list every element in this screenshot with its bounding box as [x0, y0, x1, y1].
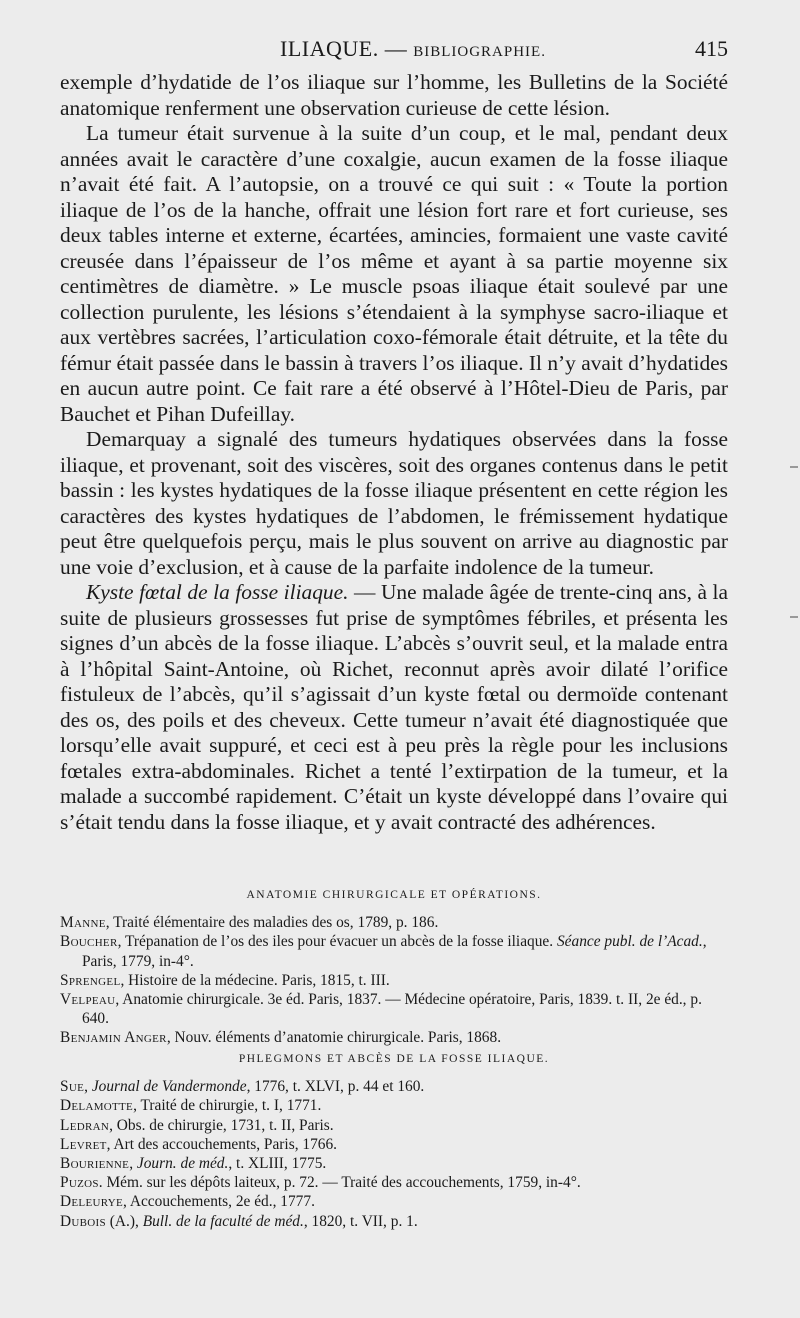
- biblio-entry: [60, 990, 728, 1028]
- biblio-text: , Trépanation de l’os des iles pour évacuer un abcès de la fosse iliaque.: [117, 933, 557, 951]
- biblio-entry: [60, 1116, 728, 1135]
- biblio-author: Sue: [60, 1078, 85, 1096]
- biblio-entry: [60, 1212, 728, 1231]
- biblio-author: Sprengel: [60, 971, 121, 989]
- biblio-author: Boucher: [60, 933, 118, 951]
- biblio-italic: Bull. de la faculté de méd.: [142, 1212, 304, 1230]
- biblio-text: ,: [129, 1155, 137, 1173]
- biblio-text: (A.),: [105, 1212, 143, 1230]
- margin-mark: [790, 616, 798, 618]
- paragraph-2: La tumeur était survenue à la suite d’un coup, et le mal, pendant deux années avait le caractère d’une coxalgie, aucun examen de la fosse iliaque n’avait été fait. A l’autopsie, on a trouvé ce qui suit : « Toute la portion iliaque de l’os de la hanche, offrait une lésion fort rare et fort curieuse, ses deux tables interne et externe, écartées, amincies, formaient une vaste cavité creusée dans l’épaisseur de l’os même et ayant à sa partie moyenne six centimètres de diamètre. » Le muscle psoas iliaque était soulevé par une collection purulente, les lésions s’étendaient à la symphyse sacro-iliaque et aux vertèbres sacrées, l’articulation coxo-fémorale était détruite, et la tête du fémur était passée dans le bassin à travers l’os iliaque. Il n’y avait d’hydatides en aucun autre point. Ce fait rare a été observé à l’Hôtel-Dieu de Paris, par Bauchet et Pihan Dufeillay.: [60, 121, 728, 426]
- biblio-entry: [60, 1135, 728, 1154]
- biblio-author: Deleurye: [60, 1193, 124, 1211]
- kyste-heading: Kyste fœtal de la fosse iliaque.: [86, 580, 349, 604]
- biblio-author: Delamotte: [60, 1097, 134, 1115]
- main-text: [60, 70, 728, 835]
- biblio-author: Puzos: [60, 1174, 99, 1192]
- section-heading-anatomie: ANATOMIE CHIRURGICALE ET OPÉRATIONS.: [246, 889, 542, 901]
- running-title: [280, 36, 546, 62]
- running-title-sub: BIBLIOGRAPHIE.: [413, 44, 546, 60]
- biblio-text: , Accouchements, 2e éd., 1777.: [123, 1193, 315, 1211]
- biblio-text: ,: [84, 1078, 92, 1096]
- biblio-author: Dubois: [60, 1212, 106, 1230]
- biblio-entry: [60, 1192, 728, 1211]
- running-title-separator: —: [384, 36, 408, 61]
- biblio-italic: Journal de Vandermonde: [91, 1078, 247, 1096]
- biblio-author: Ledran: [60, 1116, 110, 1134]
- biblio-author: Manne: [60, 914, 106, 932]
- page-number: 415: [695, 36, 728, 61]
- biblio-author: Benjamin Anger: [60, 1029, 167, 1047]
- biblio-after: , t. XLIII, 1775.: [228, 1155, 327, 1173]
- paragraph-kyste: [60, 580, 728, 835]
- biblio-text: , Traité de chirurgie, t. I, 1771.: [133, 1097, 322, 1115]
- biblio-italic: Journ. de méd.: [136, 1155, 229, 1173]
- running-title-main: ILIAQUE.: [280, 36, 379, 61]
- biblio-after: , 1776, t. XLVI, p. 44 et 160.: [246, 1078, 425, 1096]
- biblio-text: , Anatomie chirurgicale. 3e éd. Paris, 1837. — Médecine opératoire, Paris, 1839. t. II, 2e éd., p. 640.: [82, 991, 702, 1028]
- biblio-entry: [60, 932, 728, 970]
- kyste-dash: —: [348, 580, 381, 604]
- biblio-entry: [60, 1028, 728, 1047]
- biblio-entry: [60, 1096, 728, 1115]
- biblio-text: , Nouv. éléments d’anatomie chirurgicale. Paris, 1868.: [166, 1029, 502, 1047]
- biblio-text: , Art des accouchements, Paris, 1766.: [106, 1135, 338, 1153]
- section-heading-phlegmons: PHLEGMONS ET ABCÈS DE LA FOSSE ILIAQUE.: [238, 1053, 550, 1065]
- biblio-italic: Séance publ. de l’Acad.: [556, 933, 703, 951]
- biblio-text: , Obs. de chirurgie, 1731, t. II, Paris.: [109, 1116, 334, 1134]
- biblio-author: Levret: [60, 1135, 107, 1153]
- biblio-text: , Histoire de la médecine. Paris, 1815, t. III.: [120, 971, 390, 989]
- bibliography-section-anatomie: [60, 886, 728, 1048]
- paragraph-1: exemple d’hydatide de l’os iliaque sur l’homme, les Bulletins de la Société anatomique renferment une observation curieuse de cette lésion.: [60, 70, 728, 120]
- biblio-text: . Mém. sur les dépôts laiteux, p. 72. — Traité des accouchements, 1759, in-4°.: [98, 1174, 581, 1192]
- biblio-author: Velpeau: [60, 991, 116, 1009]
- biblio-after: , Paris, 1779, in-4°.: [82, 933, 707, 970]
- biblio-text: , Traité élémentaire des maladies des os, 1789, p. 186.: [105, 914, 439, 932]
- biblio-entry: [60, 971, 728, 990]
- biblio-entry: [60, 1173, 728, 1192]
- biblio-after: , 1820, t. VII, p. 1.: [303, 1212, 418, 1230]
- paragraph-3: Demarquay a signalé des tumeurs hydatiques observées dans la fosse iliaque, et provenant, soit des viscères, soit des organes contenus dans le petit bassin : les kystes hydatiques de la fosse iliaque présentent en cette région les caractères des kystes hydatiques de l’abdomen, le frémissement hydatique peut être quelquefois perçu, mais le plus souvent on arrive au diagnostic par une voie d’exclusion, et à cause de la parfaite indolence de la tumeur.: [60, 427, 728, 579]
- biblio-entry: [60, 913, 728, 932]
- bibliography-section-phlegmons: [60, 1050, 728, 1231]
- biblio-entry: [60, 1154, 728, 1173]
- running-header: [60, 36, 728, 66]
- biblio-entry: [60, 1077, 728, 1096]
- biblio-author: Bourienne: [60, 1155, 130, 1173]
- margin-mark: [790, 466, 798, 468]
- kyste-text: Une malade âgée de trente-cinq ans, à la suite de plusieurs grossesses fut prise de symptômes fébriles, et présenta les signes d’un abcès de la fosse iliaque. L’abcès s’ouvrit seul, et la malade entra à l’hôpital Saint-Antoine, où Richet, reconnut après avoir dilaté l’orifice fistuleux de l’abcès, qu’il s’agissait d’un kyste fœtal ou dermoïde contenant des os, des poils et des cheveux. Cette tumeur n’avait été diagnostiquée que lorsqu’elle avait suppuré, et ceci est à peu près la règle pour les inclusions fœtales extra-abdominales. Richet a tenté l’extirpation de la tumeur, et la malade a succombé rapidement. C’était un kyste développé dans l’ovaire qui s’était tendu dans la fosse iliaque, et y avait contracté des adhérences.: [60, 580, 728, 834]
